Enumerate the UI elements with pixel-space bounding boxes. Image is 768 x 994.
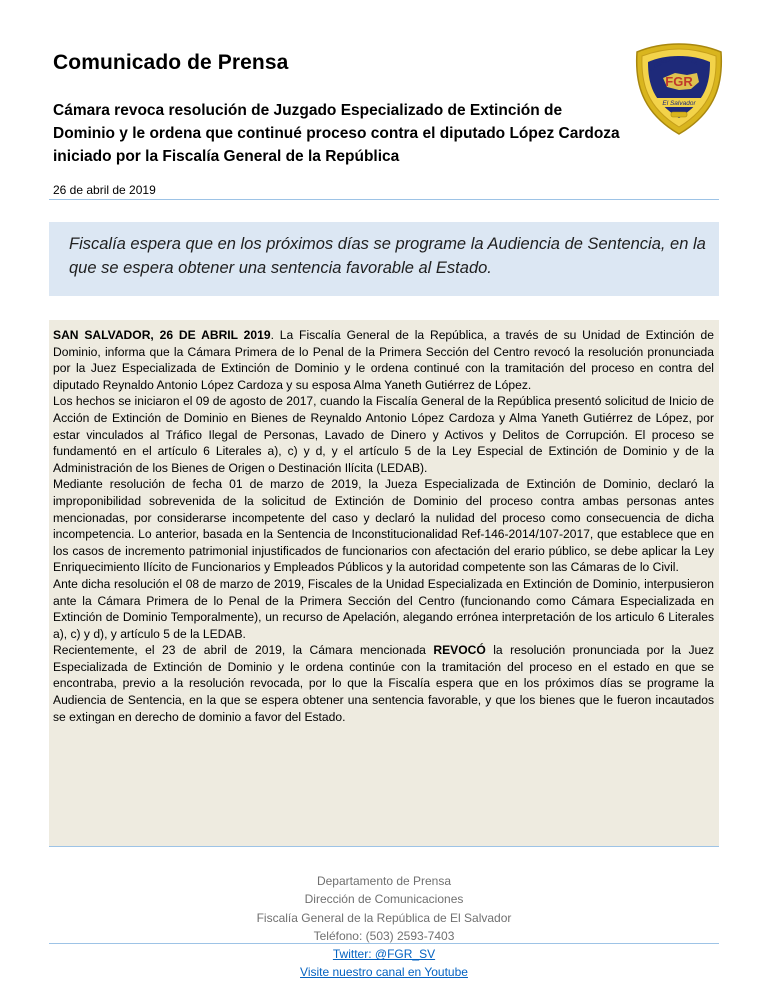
body-divider (49, 846, 719, 847)
footer-org: Fiscalía General de la República de El Salvador (256, 910, 512, 925)
footer-phone: Teléfono: (503) 2593-7403 (313, 928, 455, 943)
page-title: Comunicado de Prensa (53, 51, 289, 74)
revoco-emphasis: REVOCÓ (433, 643, 486, 658)
twitter-link[interactable]: Twitter: @FGR_SV (332, 947, 436, 962)
youtube-link[interactable]: Visite nuestro canal en Youtube (300, 965, 468, 980)
logo-arc-text: A GENERAL DE LA REP (648, 55, 711, 74)
press-body (53, 327, 714, 725)
press-date: 26 de abril de 2019 (53, 183, 156, 197)
dateline: SAN SALVADOR, 26 DE ABRIL 2019 (53, 328, 271, 342)
body-paragraph: SAN SALVADOR, 26 DE ABRIL 2019. La Fiscalía General de la República, a través de su Unidad de Extinción de Dominio, informa que la Cámara Primera de lo Penal de la Primera Sección del Centro revocó la resolución pronunciada por la Juez Especializada de Extinción de Dominio y le ordena continué con la tramitación del proceso en contra del diputado Reynaldo Antonio López Cardoza y su esposa Alma Yaneth Gutiérrez de López. (53, 328, 714, 392)
callout-box (49, 222, 719, 296)
body-paragraph: Ante dicha resolución el 08 de marzo de 2019, Fiscales de la Unidad Especializada en Extinción de Dominio, interpusieron ante la Cámara Primera de lo Penal de la Primera Sección del Centro (funcionando como Cámara Especializada en Extinción de Dominio Temporalmente), un recurso de Apelación, alegando errónea interpretación de los articulo 6 Literales a), c) y d), y artículo 5 de la LEDAB. (53, 576, 714, 641)
footer (49, 872, 719, 982)
body-paragraph: Recientemente, el 23 de abril de 2019, la Cámara mencionada REVOCÓ la resolución pronunciada por la Juez Especializada de Extinción de Dominio y le ordena continúe con la tramitación del proceso en el estado en que se encontraba, previo a la resolución revocada, por lo que la Fiscalía espera que en los próximos días se programe la Audiencia de Sentencia, en la que se espera obtener una sentencia favorable, y que los bienes que le fueron incautados se extingan en derecho de dominio a favor del Estado. (53, 643, 714, 724)
body-paragraph: Los hechos se iniciaron el 09 de agosto de 2017, cuando la Fiscalía General de la República presentó solicitud de Inicio de Acción de Extinción de Dominio en Bienes de Reynaldo Antonio López Cardoza y Alma Yaneth Gutiérrez de López, por estar vinculados al Tráfico Ilegal de Personas, Lavado de Dinero y Activos y Delitos de Corrupción. El proceso se fundamentó en el artículo 6 Literales a), c) y d, y el artículo 5 de la Ley Especial de Extinción de Dominio y de la Administración de los Bienes de Origen o Destinación Ilícita (LEDAB). (53, 394, 714, 475)
footer-divider (49, 943, 719, 944)
fgr-badge-icon (633, 42, 725, 136)
callout-text: Fiscalía espera que en los próximos días se programe la Audiencia de Sentencia, en la que se espera obtener una sentencia favorable al Estado. (69, 235, 706, 277)
footer-direction: Dirección de Comunicaciones (304, 892, 464, 907)
logo-abbr: FGR (665, 74, 693, 89)
body-paragraph: Mediante resolución de fecha 01 de marzo de 2019, la Jueza Especializada de Extinción de Dominio, declaró la improponibilidad sobrevenida de la solicitud de Extinción de Dominio del proceso contra ambas personas antes mencionadas, por considerarse incompetente del caso y declaró la nulidad del proceso como consecuencia de dicha incompetencia. Lo anterior, basada en la Sentencia de Inconstitucionalidad Ref-146-2014/107-2017, que establece que en los casos de incremento patrimonial injustificados de funcionarios con afectación del erario público, se debe aplicar la Ley Enriquecimiento Ilícito de Funcionarios y Empleados Públicos y la autoridad competente son las Cámaras de lo Civil. (53, 477, 714, 575)
logo-country: El Salvador (662, 100, 696, 107)
headline: Cámara revoca resolución de Juzgado Especializado de Extinción de Dominio y le ordena que continué proceso contra el diputado López Cardoza iniciado por la Fiscalía General de la República (53, 102, 620, 165)
header-divider (49, 199, 719, 200)
footer-dept: Departamento de Prensa (316, 874, 452, 888)
